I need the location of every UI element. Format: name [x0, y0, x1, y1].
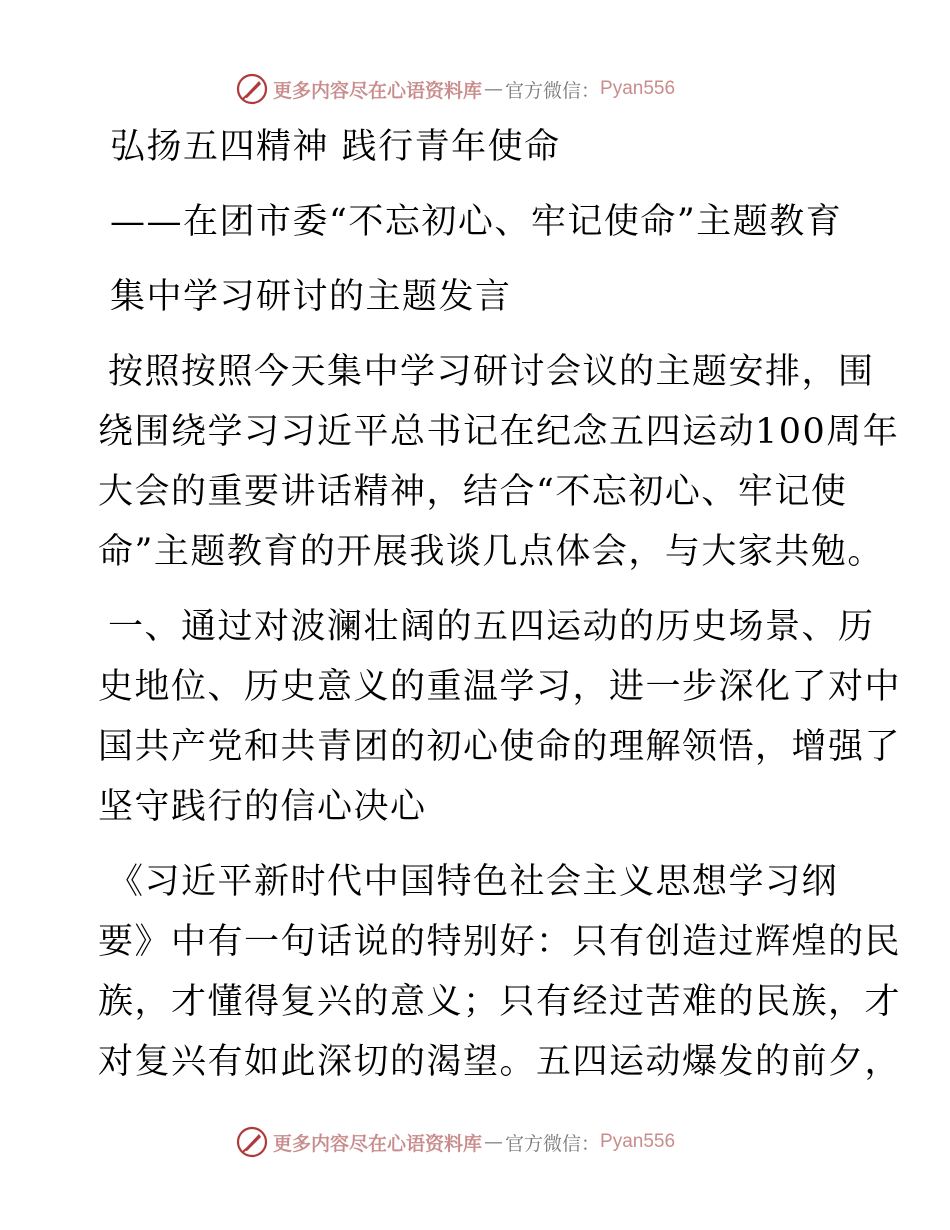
subtitle-line-2: 集中学习研讨的主题发言: [110, 277, 512, 317]
text-line: 大会的重要讲话精神，结合“不忘初心、牢记使: [98, 472, 848, 512]
text-line: 要》中有一句话说的特别好：只有创造过辉煌的民: [98, 922, 902, 962]
paragraph-intro: [98, 345, 900, 579]
section-heading-line: 史地位、历史意义的重温学习，进一步深化了对中: [98, 667, 902, 707]
watermark-handle: Pyan556: [600, 78, 676, 99]
section-heading-line: 一、通过对波澜壮阔的五四运动的历史场景、历: [108, 607, 875, 647]
paragraph-body: [98, 855, 902, 1089]
quill-logo-icon: [235, 1125, 269, 1159]
text-line: 《习近平新时代中国特色社会主义思想学习纲: [108, 862, 839, 902]
watermark-handle: Pyan556: [600, 1131, 676, 1152]
watermark-label: 官方微信：: [505, 79, 601, 102]
watermark-label: 官方微信：: [505, 1132, 601, 1155]
document-body: [98, 120, 902, 1089]
section-heading-line: 国共产党和共青团的初心使命的理解领悟，增强了: [98, 727, 902, 767]
text-line: 绕围绕学习习近平总书记在纪念五四运动100周年: [98, 412, 900, 452]
section-heading-line: 坚守践行的信心决心: [98, 787, 427, 827]
text-line: 族，才懂得复兴的意义；只有经过苦难的民族，才: [98, 982, 902, 1022]
watermark-text: 更多内容尽在心语资料库: [273, 1132, 483, 1155]
text-line: 对复兴有如此深切的渴望。五四运动爆发的前夕，: [98, 1042, 902, 1082]
header-watermark: [235, 72, 675, 106]
watermark-dash: —: [484, 1131, 504, 1153]
subtitle-line-1: ——在团市委“不忘初心、牢记使命”主题教育: [110, 202, 843, 242]
watermark-text: 更多内容尽在心语资料库: [273, 79, 483, 102]
page-title: 弘扬五四精神 践行青年使命: [110, 127, 561, 167]
footer-watermark: [235, 1125, 675, 1159]
title-block: [98, 120, 858, 324]
text-line: 按照按照今天集中学习研讨会议的主题安排，围: [108, 352, 875, 392]
paragraph-section-one: [98, 600, 902, 834]
quill-logo-icon: [235, 72, 269, 106]
watermark-dash: —: [484, 78, 504, 100]
text-line: 命”主题教育的开展我谈几点体会，与大家共勉。: [98, 532, 884, 572]
